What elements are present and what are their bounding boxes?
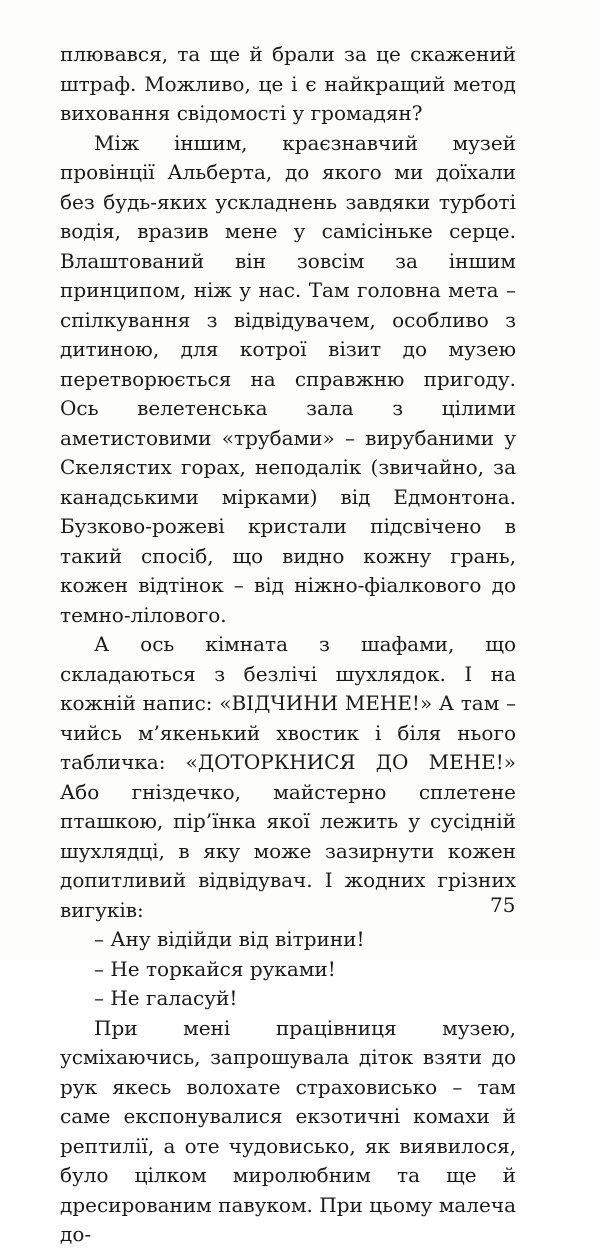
dialogue-line: – Не галасуй! — [94, 986, 238, 1010]
paragraph-drawers-room: А ось кімната з шафами, що складаються з безлічі шухлядок. І на кожній напис: «ВІДЧИНИ МЕНЕ!» А там – чийсь м’якенький хвостик і біля нього табличка: «ДОТОРКНИСЯ ДО МЕНЕ!» Або гніздечко, майстерно сплетене пташкою, пір’їнка якої лежить у сусідній шухлядці, в яку може зазирнути кожен допитливий відвідувач. І жодних грізних вигуків: — [60, 632, 516, 922]
paragraph-spider-story: При мені працівниця музею, усміхаючись, запрошувала діток взяти до рук якесь волохате страховисько – там саме експонувалися екзотичні комахи й рептилії, а оте чудовисько, як виявилося, було цілком миролюбним та ще й дресированим павуком. При цьому малеча до- — [60, 1015, 516, 1246]
page-number: 75 — [490, 893, 516, 917]
page-body-text — [60, 40, 516, 1250]
paragraph-museum-description: Між іншим, краєзнавчий музей провінції Альберта, до якого ми доїхали без будь-яких ускладнень завдяки турботі водія, вразив мене у самісіньке серце. Влаштований він зовсім за іншим принципом, ніж у нас. Там головна мета – спілкування з відвідувачем, особливо з дитиною, для котрої візит до музею перетворюється на справжню пригоду. Ось велетенська зала з цілими аметистовими «трубами» – вирубаними у Скелястих горах, неподалік (звичайно, за канадськими мірками) від Едмонтона. Бузково-рожеві кристали підсвічено в такий спосіб, що видно кожну грань, кожен відтінок – від ніжно-фіалкового до темно-лілового. — [60, 130, 516, 627]
paragraph-continuation: плювався, та ще й брали за це скажений штраф. Можливо, це і є найкращий метод виховання свідомості у громадян? — [60, 42, 516, 125]
dialogue-line: – Ану відійди від вітрини! — [94, 927, 365, 951]
dialogue-line: – Не торкайся руками! — [94, 956, 336, 981]
